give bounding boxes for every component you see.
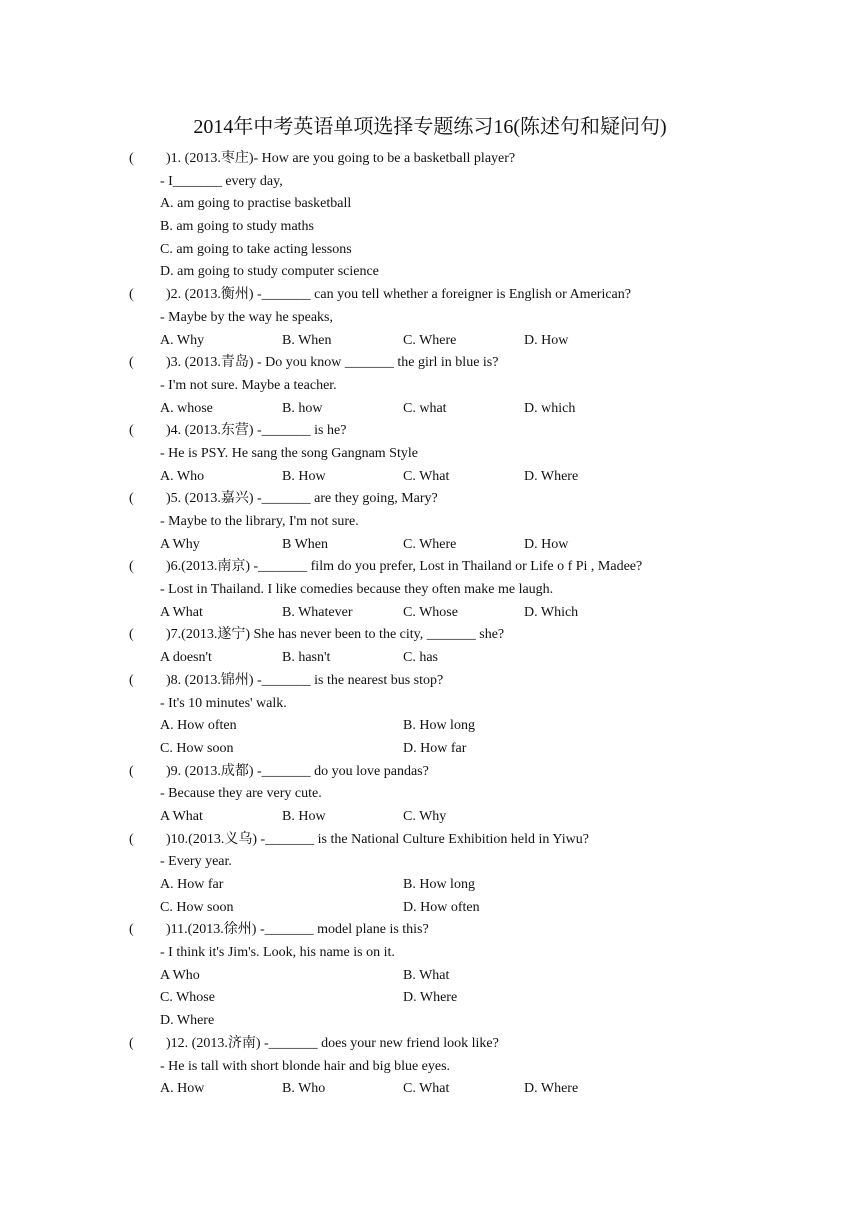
option-choice[interactable]: D. am going to study computer science: [160, 264, 379, 280]
question-line: [0, 352, 860, 375]
answer-blank: (: [129, 355, 134, 371]
question-text: )7.(2013.遂宁) She has never been to the city, _______ she?: [166, 627, 505, 643]
option-choice[interactable]: C. What: [403, 468, 450, 484]
option-choice[interactable]: B. hasn't: [282, 650, 331, 666]
question-line: [0, 670, 860, 693]
option-choice[interactable]: C. What: [403, 1081, 450, 1097]
option-choice[interactable]: D. How: [524, 536, 569, 552]
response-text: - Maybe by the way he speaks,: [160, 309, 334, 325]
option-choice[interactable]: D. which: [524, 400, 576, 416]
options-row: [0, 398, 860, 421]
option-choice[interactable]: D. How often: [403, 899, 480, 915]
options-row: [0, 534, 860, 557]
options-row: [0, 715, 860, 738]
option-choice[interactable]: A What: [160, 808, 203, 824]
answer-blank: (: [129, 287, 134, 303]
question-text: )9. (2013.成都) -_______ do you love pandas?: [166, 763, 429, 779]
response-line: [0, 851, 860, 874]
option-choice[interactable]: A. am going to practise basketball: [160, 196, 352, 212]
option-choice[interactable]: A doesn't: [160, 650, 212, 666]
question-line: [0, 556, 860, 579]
option-choice[interactable]: D. How far: [403, 740, 467, 756]
options-row: [0, 987, 860, 1010]
options-row: [0, 738, 860, 761]
question-text: )3. (2013.青岛) - Do you know _______ the girl in blue is?: [166, 355, 499, 371]
response-text: - Every year.: [160, 854, 232, 870]
option-choice[interactable]: C. How soon: [160, 899, 234, 915]
response-line: [0, 783, 860, 806]
response-text: - Maybe to the library, I'm not sure.: [160, 514, 359, 529]
question-text: )1. (2013.枣庄)- How are you going to be a basketball player?: [166, 151, 516, 166]
response-text: - It's 10 minutes' walk.: [160, 695, 287, 711]
question-line: [0, 624, 860, 647]
question-text: )5. (2013.嘉兴) -_______ are they going, Mary?: [166, 491, 438, 507]
question-line: [0, 148, 860, 171]
option-choice[interactable]: A Why: [160, 536, 200, 552]
option-choice[interactable]: A. How far: [160, 877, 224, 892]
question-line: [0, 829, 860, 852]
page-title: 2014年中考英语单项选择专题练习16(陈述句和疑问句): [193, 116, 667, 138]
question-list: [0, 148, 860, 1101]
question-text: )4. (2013.东营) -_______ is he?: [166, 423, 347, 439]
option-choice[interactable]: A. Why: [160, 332, 205, 348]
option-choice[interactable]: C. Where: [403, 536, 457, 552]
options-row: [0, 647, 860, 670]
response-line: [0, 693, 860, 716]
question-line: [0, 761, 860, 784]
option-choice[interactable]: A. whose: [160, 400, 213, 416]
option-choice[interactable]: B. How long: [403, 718, 475, 734]
option-choice[interactable]: B. How long: [403, 877, 475, 892]
options-row: [0, 1078, 860, 1101]
option-choice[interactable]: C. Why: [403, 808, 447, 824]
option-choice[interactable]: B. am going to study maths: [160, 219, 314, 235]
option-choice[interactable]: C. Whose: [160, 990, 215, 1006]
options-row: [0, 466, 860, 489]
answer-blank: (: [129, 423, 134, 439]
question-text: )2. (2013.衡州) -_______ can you tell whether a foreigner is English or American?: [166, 287, 631, 303]
response-text: - Because they are very cute.: [160, 786, 322, 802]
answer-blank: (: [129, 831, 134, 847]
answer-blank: (: [129, 559, 134, 575]
response-line: [0, 443, 860, 466]
question-text: )10.(2013.义乌) -_______ is the National Culture Exhibition held in Yiwu?: [166, 831, 589, 847]
question-line: [0, 488, 860, 511]
option-choice[interactable]: C. has: [403, 650, 438, 666]
option-choice[interactable]: D. Where: [524, 468, 579, 484]
option-choice[interactable]: C. How soon: [160, 740, 234, 756]
response-text: - I'm not sure. Maybe a teacher.: [160, 377, 337, 393]
answer-blank: (: [129, 491, 134, 507]
answer-blank: (: [129, 922, 134, 938]
response-text: - I think it's Jim's. Look, his name is on it.: [160, 945, 395, 961]
options-row: [0, 1010, 860, 1033]
option-choice[interactable]: A What: [160, 604, 203, 620]
response-line: [0, 942, 860, 965]
answer-blank: (: [129, 627, 134, 643]
option-choice[interactable]: D. Where: [160, 1013, 215, 1029]
option-choice[interactable]: B. How: [282, 808, 326, 824]
option-choice[interactable]: B. Who: [282, 1081, 326, 1097]
response-line: [0, 579, 860, 602]
response-text: - He is PSY. He sang the song Gangnam Style: [160, 445, 418, 461]
options-row: [0, 897, 860, 920]
option-choice[interactable]: C. Whose: [403, 604, 458, 620]
options-row: [0, 330, 860, 353]
option-choice[interactable]: D. How: [524, 332, 569, 348]
response-text: - He is tall with short blonde hair and big blue eyes.: [160, 1058, 451, 1074]
options-row: [0, 193, 860, 216]
options-row: [0, 806, 860, 829]
option-choice[interactable]: B. How: [282, 468, 326, 484]
options-row: [0, 965, 860, 988]
response-line: [0, 1056, 860, 1079]
question-line: [0, 420, 860, 443]
option-choice[interactable]: A. Who: [160, 468, 205, 484]
option-choice[interactable]: C. Where: [403, 332, 457, 348]
answer-blank: (: [129, 763, 134, 779]
option-choice[interactable]: B. how: [282, 400, 323, 416]
question-text: )11.(2013.徐州) -_______ model plane is this?: [166, 922, 429, 938]
question-line: [0, 284, 860, 307]
option-choice[interactable]: B When: [282, 536, 329, 552]
response-line: [0, 171, 860, 194]
options-row: [0, 216, 860, 239]
option-choice[interactable]: D. Which: [524, 604, 579, 620]
option-choice[interactable]: D. Where: [403, 990, 458, 1006]
answer-blank: (: [129, 1035, 134, 1051]
response-line: [0, 511, 860, 534]
option-choice[interactable]: D. Where: [524, 1081, 579, 1097]
option-choice[interactable]: B. When: [282, 332, 332, 348]
options-row: [0, 874, 860, 897]
option-choice[interactable]: C. what: [403, 400, 447, 416]
option-choice[interactable]: C. am going to take acting lessons: [160, 241, 352, 257]
option-choice[interactable]: A. How often: [160, 718, 237, 734]
option-choice[interactable]: B. Whatever: [282, 604, 353, 620]
question-line: [0, 1033, 860, 1056]
options-row: [0, 602, 860, 625]
options-row: [0, 261, 860, 284]
option-choice[interactable]: B. What: [403, 967, 450, 983]
question-line: [0, 919, 860, 942]
answer-blank: (: [129, 151, 134, 166]
response-text: - I_______ every day,: [160, 173, 283, 189]
response-text: - Lost in Thailand. I like comedies because they often make me laugh.: [160, 582, 554, 598]
question-text: )8. (2013.锦州) -_______ is the nearest bus stop?: [166, 672, 444, 688]
response-line: [0, 375, 860, 398]
option-choice[interactable]: A. How: [160, 1081, 205, 1097]
question-text: )12. (2013.济南) -_______ does your new friend look like?: [166, 1035, 499, 1051]
response-line: [0, 307, 860, 330]
options-row: [0, 239, 860, 262]
answer-blank: (: [129, 672, 134, 688]
question-text: )6.(2013.南京) -_______ film do you prefer, Lost in Thailand or Life o f Pi , Madee?: [166, 559, 643, 575]
option-choice[interactable]: A Who: [160, 967, 200, 983]
